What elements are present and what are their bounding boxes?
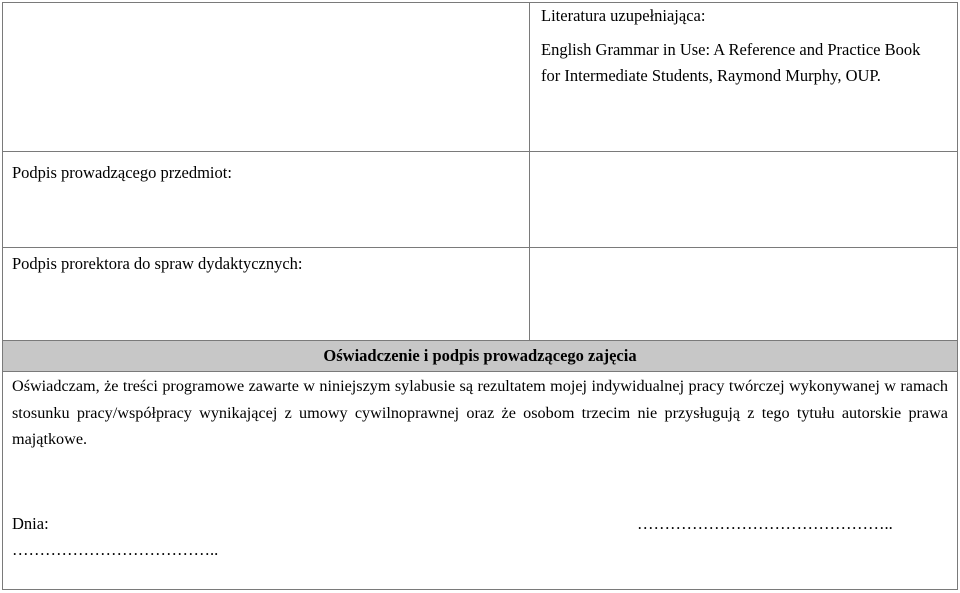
instructor-signature-field[interactable] — [529, 151, 958, 248]
vice-rector-signature-field[interactable] — [529, 247, 958, 341]
date-dots[interactable]: ……………………………….. — [12, 540, 219, 559]
declaration-text: Oświadczam, że treści programowe zawarte w niniejszym sylabusie są rezultatem mojej indywidualnej pracy twórczej wykonywanej w ramach stosunku pracy/współpracy wynikającej z umowy cywilnoprawnej oraz że osobom trzecim nie przysługują z tego tytułu autorskie prawa majątkowe. — [12, 377, 948, 448]
declaration-title: Oświadczenie i podpis prowadzącego zajęcia — [2, 340, 958, 372]
literature-heading: Literatura uzupełniająca: — [541, 6, 706, 25]
vice-rector-signature-label: Podpis prorektora do spraw dydaktycznych: — [12, 254, 303, 273]
signature-dots[interactable]: ……………………………………….. — [637, 514, 893, 533]
date-label: Dnia: — [12, 514, 49, 533]
literature-label-cell — [2, 2, 530, 152]
literature-reference: English Grammar in Use: A Reference and Practice Book for Intermediate Students, Raymond Murphy, OUP. — [541, 40, 921, 85]
instructor-signature-label: Podpis prowadzącego przedmiot: — [12, 163, 232, 182]
